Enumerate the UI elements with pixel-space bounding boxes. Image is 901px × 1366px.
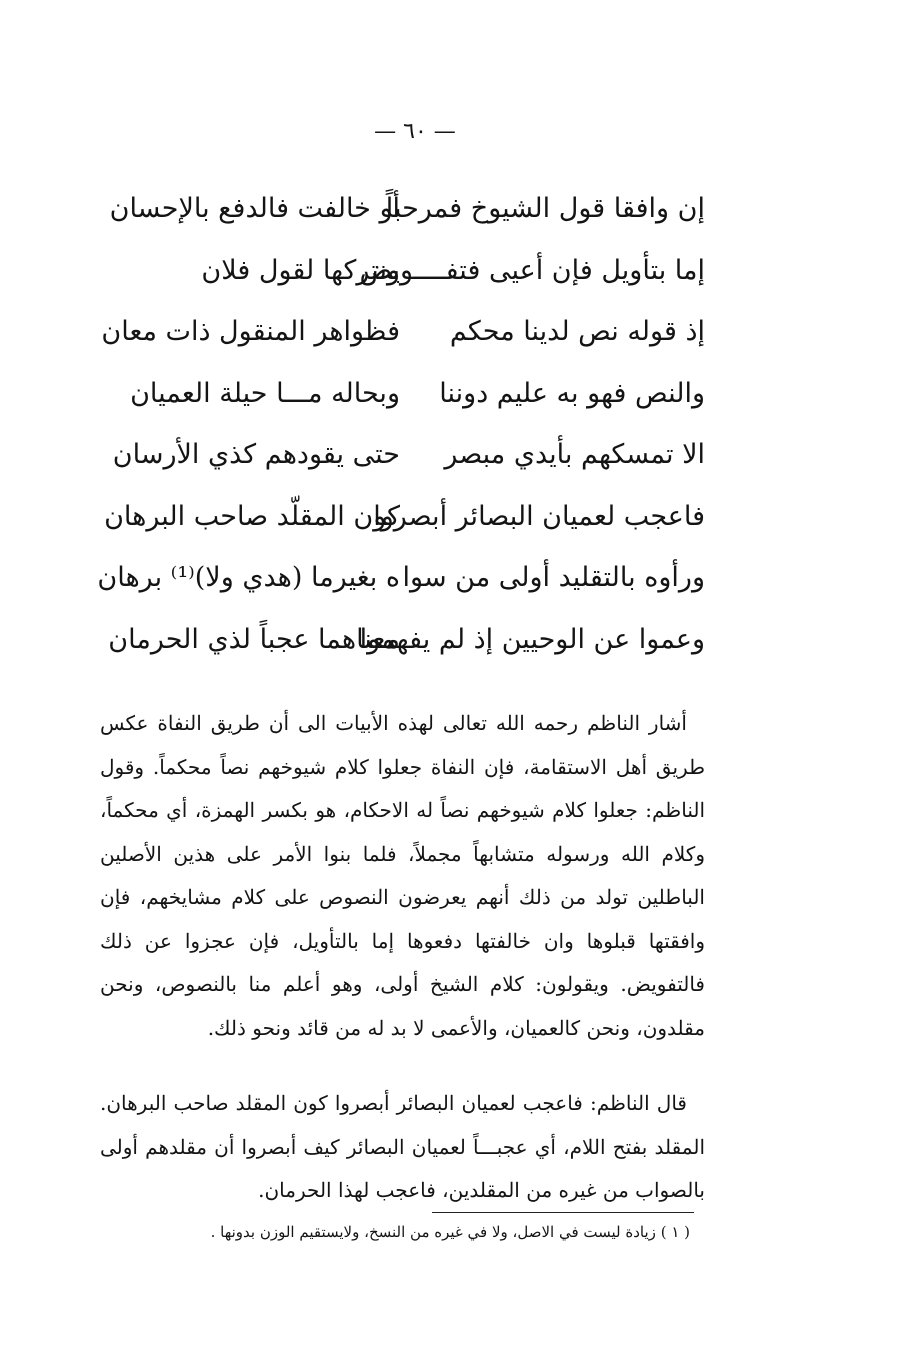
verse-first-hemistich: إن وافقا قول الشيوخ فمرحباً — [385, 193, 705, 224]
page-number: — ٦٠ — — [374, 119, 456, 144]
verse-first-hemistich: وعموا عن الوحيين إذ لم يفهموا — [359, 623, 705, 655]
verse-first-hemistich: إما بتأويل فإن أعيى فتفــــويض — [359, 254, 705, 286]
commentary-paragraph: أشار الناظم رحمه الله تعالى لهذه الأبيات الى أن طريق النفاة عكس طريق أهل الاستقامة، فإن النفاة جعلوا كلام شيوخهم نصاً محكماً. وقول الناظم: جعلوا كلام شيوخهم نصاً له الاحكام، هو بكسر الهمزة، أي محكماً، وكلام الله ورسوله متشابهاً مجملاً، فلما بنوا الأمر على هذين الأصلين الباطلين تولد من ذلك أنهم يعرضون النصوص على كلام مشايخهم، فإن وافقتها قبلوها وان خالفتها دفعوها إما بالتأويل، فإن عجزوا عن ذلك فالتفويض. ويقولون: كلام الشيخ أولى، وهو أعلم منا بالنصوص، ونحن مقلدون، ونحن كالعميان، والأعمى لا بد له من قائد ونحو ذلك. — [100, 711, 705, 1040]
verse-first-hemistich: الا تمسكهم بأيدي مبصر — [444, 439, 705, 470]
verse-line — [100, 240, 705, 302]
verse-line — [100, 363, 705, 425]
poem-verses — [97, 178, 705, 670]
verse-line — [100, 424, 705, 486]
verse-line — [100, 301, 705, 363]
commentary-paragraph: قال الناظم: فاعجب لعميان البصائر أبصروا كون المقلد صاحب البرهان. المقلد بفتح اللام، أي عجبـــاً لعميان البصائر كيف أبصروا أن مقلدهم أولى بالصواب من غيره من المقلدين، فاعجب لهذا الحرمان. — [100, 1091, 705, 1202]
verse-second-hemistich: ه بغيرما (هدي ولا)⁽¹⁾ برهان — [97, 562, 400, 593]
verse-line — [100, 486, 705, 548]
verse-line — [97, 547, 705, 609]
verse-first-hemistich: فاعجب لعميان البصائر أبصروا — [373, 500, 705, 532]
footnote-divider — [432, 1212, 694, 1213]
verse-first-hemistich: ورأوه بالتقليد أولى من سوا — [402, 562, 705, 593]
verse-first-hemistich: والنص فهو به عليم دوننا — [439, 377, 705, 409]
verse-second-hemistich: حتى يقودهم كذي الأرسان — [112, 439, 400, 470]
verse-second-hemistich: أو خالفت فالدفع بالإحسان — [109, 193, 400, 224]
verse-second-hemistich: فظواهر المنقول ذات معان — [101, 316, 400, 347]
verse-line — [100, 609, 705, 671]
verse-second-hemistich: وبحاله مـــا حيلة العميان — [130, 377, 400, 409]
footnote: ( ١ ) زيادة ليست في الاصل، ولا في غيره من النسخ، ولايستقيم الوزن بدونها . — [210, 1223, 690, 1241]
verse-second-hemistich: ونتركها لقول فلان — [201, 254, 400, 286]
verse-first-hemistich: إذ قوله نص لدينا محكم — [449, 316, 705, 347]
verse-second-hemistich: كون المقلّد صاحب البرهان — [104, 500, 400, 532]
verse-second-hemistich: معناهما عجباً لذي الحرمان — [108, 623, 400, 655]
verse-line — [100, 178, 705, 240]
